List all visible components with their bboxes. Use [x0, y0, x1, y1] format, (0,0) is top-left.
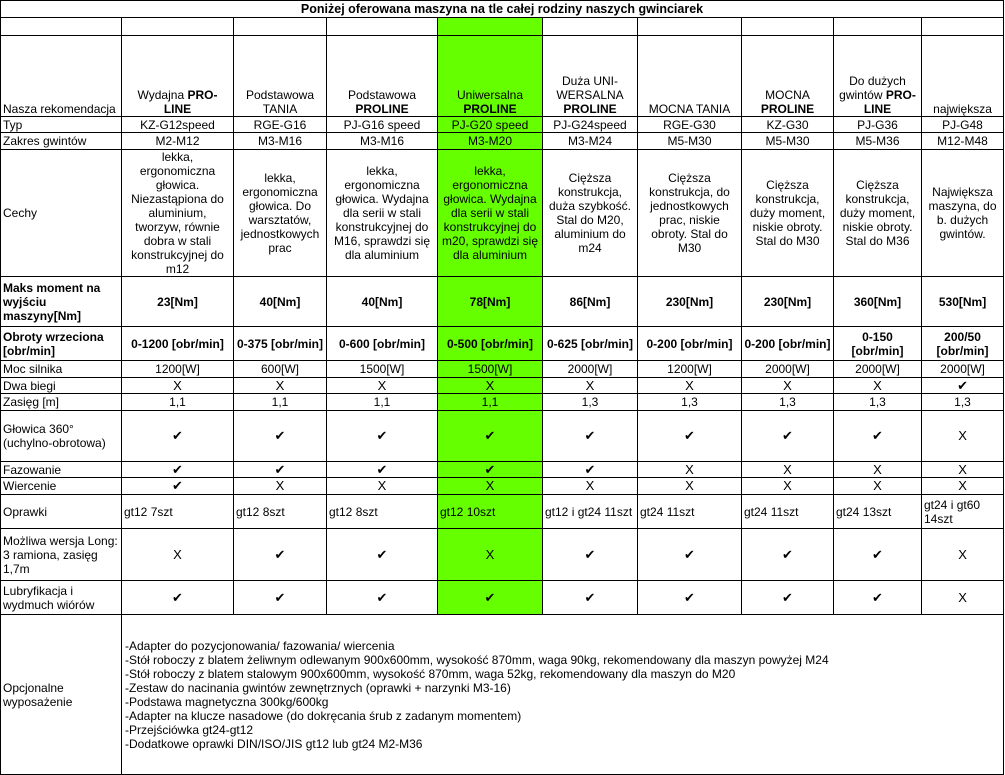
table-cell: 1,3: [922, 394, 1004, 411]
table-cell: 0-200 [obr/min]: [742, 327, 834, 361]
table-cell: M2-M12: [122, 133, 234, 150]
recommendation-text: MOCNA TANIA: [648, 102, 731, 116]
table-row: [1, 361, 1004, 378]
table-cell: 1,1: [438, 394, 543, 411]
table-cell: 230[Nm]: [742, 277, 834, 327]
table-cell: 0-500 [obr/min]: [438, 327, 543, 361]
row-label: Typ: [1, 117, 122, 133]
feature-mark-cell: ✔: [438, 581, 543, 615]
feature-mark-cell: X: [638, 378, 742, 394]
feature-mark-cell: ✔: [327, 581, 438, 615]
feature-mark-cell: ✔: [742, 529, 834, 581]
feature-mark-cell: ✔: [638, 581, 742, 615]
row-label: Zakres gwintów: [1, 133, 122, 150]
table-cell: Największa maszyna, do b. dużych gwintów.: [922, 150, 1004, 277]
table-row: [1, 495, 1004, 529]
table-cell: 23[Nm]: [122, 277, 234, 327]
feature-mark-cell: ✔: [543, 411, 638, 462]
table-cell: 230[Nm]: [638, 277, 742, 327]
table-row: [1, 529, 1004, 581]
table-cell: 2000[W]: [742, 361, 834, 378]
feature-mark-cell: ✔: [638, 529, 742, 581]
table-cell: 1,1: [234, 394, 327, 411]
recommendation-text: Do dużych gwintów: [839, 74, 906, 102]
feature-mark-cell: ✔: [122, 478, 234, 495]
table-cell: 0-200 [obr/min]: [638, 327, 742, 361]
feature-mark-cell: ✔: [742, 581, 834, 615]
table-cell: 40[Nm]: [327, 277, 438, 327]
feature-mark-cell: X: [834, 478, 922, 495]
table-cell: M3-M24: [543, 133, 638, 150]
table-cell: 40[Nm]: [234, 277, 327, 327]
recommendation-cell: [234, 36, 327, 117]
table-cell: lekka, ergonomiczna głowica. Niezastąpiona do aluminium, tworzyw, równie dobra w stali konstrukcyjnej do m12: [122, 150, 234, 277]
feature-mark-cell: X: [543, 478, 638, 495]
options-row: [1, 615, 1004, 775]
table-cell: Cięższa konstrukcja, duży moment, niskie obroty. Stal do M30: [742, 150, 834, 277]
table-cell: PJ-G16 speed: [327, 117, 438, 133]
table-row: [1, 411, 1004, 462]
table-cell: 1500[W]: [327, 361, 438, 378]
feature-mark-cell: ✔: [438, 462, 543, 478]
row-label: Obroty wrzeciona [obr/min]: [1, 327, 122, 361]
table-title: Poniżej oferowana maszyna na tle całej rodziny naszych gwinciarek: [1, 1, 1004, 18]
table-cell: lekka, ergonomiczna głowica. Wydajna dla serii w stali konstrukcyjnej do m20, sprawdzi się dla aluminium: [438, 150, 543, 277]
table-cell: gt12 10szt: [438, 495, 543, 529]
feature-mark-cell: ✔: [234, 462, 327, 478]
recommendation-badge: PROLINE: [760, 102, 815, 116]
feature-mark-cell: X: [922, 411, 1004, 462]
table-cell: lekka, ergonomiczna głowica. Do warsztatów, jednostkowych prac: [234, 150, 327, 277]
table-cell: M3-M20: [438, 133, 543, 150]
feature-mark-cell: ✔: [834, 581, 922, 615]
recommendation-text: Podstawowa: [347, 88, 417, 102]
recommendation-cell: [543, 36, 638, 117]
table-row: [1, 478, 1004, 495]
table-cell: gt24 13szt: [834, 495, 922, 529]
table-cell: Cięższa konstrukcja, duży moment, niskie obroty. Stal do M36: [834, 150, 922, 277]
recommendation-badge: PROLINE: [463, 102, 517, 116]
table-cell: KZ-G30: [742, 117, 834, 133]
recommendation-cell: [327, 36, 438, 117]
optional-equipment-list: -Adapter do pozycjonowania/ fazowania/ wiercenia -Stół roboczy z blatem żeliwnym odlewanym 900x600mm, wysokość 870mm, waga 90kg, rekomendowany dla maszyn powyżej M24 -Stół roboczy z blatem stalowym 900x600mm, wysokość 870mm, waga 52kg, rekomendowany dla maszyn do M20 -Zestaw do nacinania gwintów zewnętrznych (oprawki + narzynki M3-16) -Podstawa magnetyczna 300kg/600kg -Adapter na klucze nasadowe (do dokręcania śrub z zadanym momentem) -Przejściówka gt24-gt12 -Dodatkowe oprawki DIN/ISO/JIS gt12 lub gt24 M2-M36: [122, 615, 1004, 775]
recommendation-badge: PROLINE: [355, 102, 409, 116]
table-cell: 0-625 [obr/min]: [543, 327, 638, 361]
row-label: Cechy: [1, 150, 122, 277]
feature-mark-cell: X: [438, 529, 543, 581]
feature-mark-cell: X: [638, 462, 742, 478]
feature-mark-cell: ✔: [327, 462, 438, 478]
feature-mark-cell: X: [543, 378, 638, 394]
feature-mark-cell: X: [122, 529, 234, 581]
feature-mark-cell: X: [234, 378, 327, 394]
feature-mark-cell: ✔: [543, 581, 638, 615]
feature-mark-cell: X: [638, 478, 742, 495]
table-cell: 1200[W]: [638, 361, 742, 378]
recommendation-text: MOCNA: [765, 88, 810, 102]
table-cell: gt12 8szt: [327, 495, 438, 529]
table-cell: gt12 i gt24 11szt: [543, 495, 638, 529]
row-label: Fazowanie: [1, 462, 122, 478]
recommendation-cell: [438, 36, 543, 117]
feature-mark-cell: X: [922, 462, 1004, 478]
recommendation-text: Duża UNI-WERSALNA: [556, 74, 624, 102]
table-cell: 1,3: [638, 394, 742, 411]
feature-mark-cell: X: [922, 581, 1004, 615]
table-cell: 1200[W]: [122, 361, 234, 378]
feature-mark-cell: X: [742, 462, 834, 478]
row-label: Dwa biegi: [1, 378, 122, 394]
table-cell: RGE-G30: [638, 117, 742, 133]
row-label: Maks moment na wyjściu maszyny[Nm]: [1, 277, 122, 327]
recommendation-badge: PRO-LINE: [863, 88, 916, 116]
table-cell: 530[Nm]: [922, 277, 1004, 327]
table-cell: RGE-G16: [234, 117, 327, 133]
table-cell: 2000[W]: [543, 361, 638, 378]
feature-mark-cell: ✔: [327, 529, 438, 581]
table-row: [1, 150, 1004, 277]
table-cell: 0-600 [obr/min]: [327, 327, 438, 361]
row-label: Wiercenie: [1, 478, 122, 495]
recommendation-cell: [638, 36, 742, 117]
feature-mark-cell: ✔: [922, 378, 1004, 394]
table-cell: KZ-G12speed: [122, 117, 234, 133]
table-cell: PJ-G48: [922, 117, 1004, 133]
feature-mark-cell: X: [122, 378, 234, 394]
table-row: [1, 133, 1004, 150]
title-row: [1, 1, 1004, 18]
recommendation-cell: [742, 36, 834, 117]
table-cell: 1500[W]: [438, 361, 543, 378]
table-cell: lekka, ergonomiczna głowica. Wydajna dla serii w stali konstrukcyjnej do M16, sprawdzi się dla aluminium: [327, 150, 438, 277]
row-label: Zasięg [m]: [1, 394, 122, 411]
table-cell: PJ-G24speed: [543, 117, 638, 133]
feature-mark-cell: X: [438, 378, 543, 394]
table-row: [1, 277, 1004, 327]
feature-mark-cell: ✔: [122, 581, 234, 615]
table-cell: M3-M16: [327, 133, 438, 150]
table-cell: PJ-G20 speed: [438, 117, 543, 133]
table-cell: Cięższa konstrukcja, do jednostkowych prac, niskie obroty. Stal do M30: [638, 150, 742, 277]
feature-mark-cell: ✔: [543, 462, 638, 478]
table-cell: 86[Nm]: [543, 277, 638, 327]
feature-mark-cell: X: [834, 378, 922, 394]
table-cell: M5-M30: [742, 133, 834, 150]
table-cell: 0-1200 [obr/min]: [122, 327, 234, 361]
feature-mark-cell: ✔: [742, 411, 834, 462]
feature-mark-cell: ✔: [438, 411, 543, 462]
recommendation-text: Podstawowa TANIA: [245, 88, 315, 116]
table-cell: 360[Nm]: [834, 277, 922, 327]
row-label-recommendation: Nasza rekomendacja: [1, 36, 122, 117]
table-row: [1, 462, 1004, 478]
feature-mark-cell: ✔: [834, 529, 922, 581]
row-label: Lubryfikacja i wydmuch wiórów: [1, 581, 122, 615]
table-cell: 2000[W]: [834, 361, 922, 378]
feature-mark-cell: ✔: [122, 411, 234, 462]
feature-mark-cell: ✔: [234, 529, 327, 581]
recommendation-text: największa: [933, 102, 992, 116]
feature-mark-cell: ✔: [327, 411, 438, 462]
feature-mark-cell: X: [922, 478, 1004, 495]
recommendation-badge: PRO-LINE: [163, 88, 218, 116]
table-cell: 1,3: [742, 394, 834, 411]
feature-mark-cell: X: [327, 378, 438, 394]
table-cell: 1,3: [834, 394, 922, 411]
feature-mark-cell: X: [922, 529, 1004, 581]
table-cell: gt24 11szt: [742, 495, 834, 529]
recommendation-row: [1, 36, 1004, 117]
table-cell: 2000[W]: [922, 361, 1004, 378]
table-row: [1, 581, 1004, 615]
table-cell: gt24 11szt: [638, 495, 742, 529]
table-cell: M12-M48: [922, 133, 1004, 150]
recommendation-cell: [922, 36, 1004, 117]
feature-mark-cell: ✔: [122, 462, 234, 478]
feature-mark-cell: X: [742, 378, 834, 394]
table-cell: 1,3: [543, 394, 638, 411]
table-row: [1, 327, 1004, 361]
feature-mark-cell: X: [234, 478, 327, 495]
spacer-row: [1, 18, 1004, 36]
recommendation-cell: [834, 36, 922, 117]
table-cell: 1,1: [327, 394, 438, 411]
table-cell: M5-M36: [834, 133, 922, 150]
feature-mark-cell: X: [742, 478, 834, 495]
table-cell: gt12 7szt: [122, 495, 234, 529]
row-label: Moc silnika: [1, 361, 122, 378]
table-cell: M5-M30: [638, 133, 742, 150]
feature-mark-cell: ✔: [834, 411, 922, 462]
feature-mark-cell: ✔: [638, 411, 742, 462]
row-label: Możliwa wersja Long: 3 ramiona, zasięg 1,7m: [1, 529, 122, 581]
table-cell: M3-M16: [234, 133, 327, 150]
table-cell: 78[Nm]: [438, 277, 543, 327]
table-cell: 200/50 [obr/min]: [922, 327, 1004, 361]
table-row: [1, 394, 1004, 411]
recommendation-badge: PROLINE: [563, 102, 617, 116]
table-row: [1, 378, 1004, 394]
feature-mark-cell: ✔: [234, 581, 327, 615]
recommendation-text: Wydajna: [137, 88, 188, 102]
row-label: Głowica 360° (uchylno-obrotowa): [1, 411, 122, 462]
feature-mark-cell: X: [834, 462, 922, 478]
feature-mark-cell: ✔: [234, 411, 327, 462]
row-label: Oprawki: [1, 495, 122, 529]
table-cell: 0-150 [obr/min]: [834, 327, 922, 361]
recommendation-text: Uniwersalna: [456, 88, 524, 102]
feature-mark-cell: ✔: [543, 529, 638, 581]
table-cell: PJ-G36: [834, 117, 922, 133]
table-cell: 0-375 [obr/min]: [234, 327, 327, 361]
table-cell: 1,1: [122, 394, 234, 411]
feature-mark-cell: X: [438, 478, 543, 495]
table-cell: gt24 i gt60 14szt: [922, 495, 1004, 529]
row-label-options: Opcjonalne wyposażenie: [1, 615, 122, 775]
recommendation-cell: [122, 36, 234, 117]
table-cell: 600[W]: [234, 361, 327, 378]
table-row: [1, 117, 1004, 133]
table-cell: gt12 8szt: [234, 495, 327, 529]
feature-mark-cell: X: [327, 478, 438, 495]
table-cell: Cięższa konstrukcja, duża szybkość. Stal do M20, aluminium do m24: [543, 150, 638, 277]
